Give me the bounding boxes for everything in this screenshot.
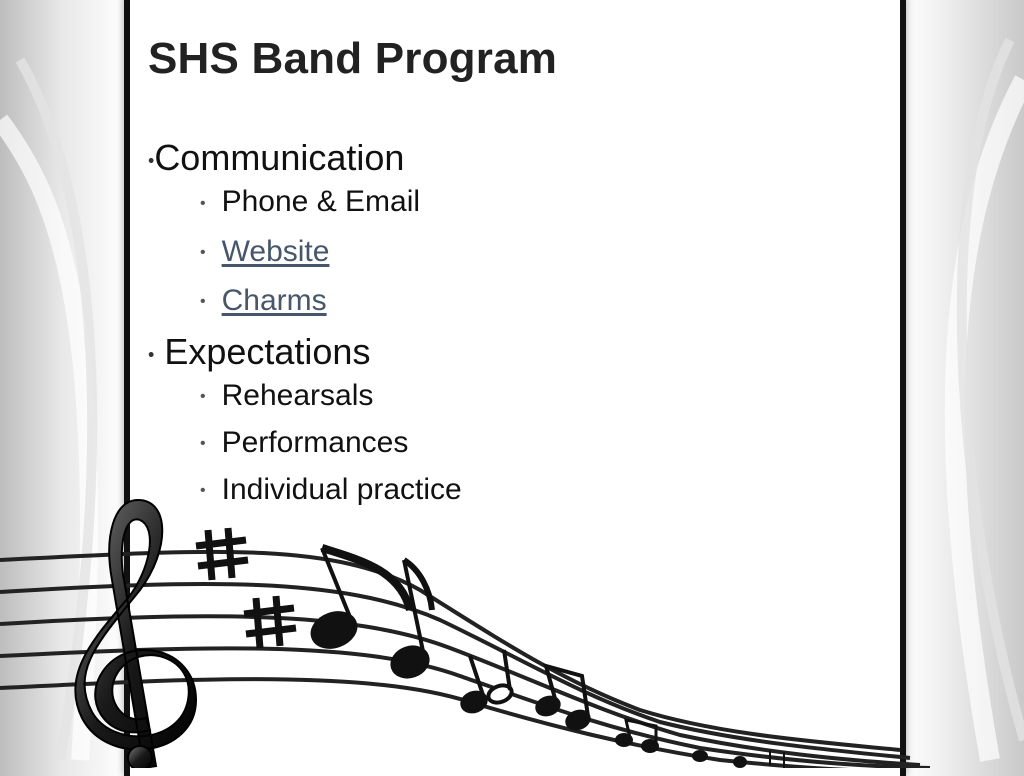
list-item bbox=[200, 425, 868, 462]
list-item bbox=[200, 184, 868, 221]
list-item-label: Phone & Email bbox=[221, 185, 421, 219]
website-link[interactable]: Website bbox=[221, 234, 330, 268]
bullet-list bbox=[148, 138, 868, 521]
sub-list bbox=[148, 184, 868, 319]
music-staff-decoration bbox=[0, 480, 1024, 768]
list-item bbox=[200, 378, 868, 415]
list-item-communication bbox=[148, 138, 868, 320]
treble-clef-icon bbox=[75, 500, 196, 768]
list-item-label: Individual practice bbox=[221, 473, 462, 507]
bullet-icon: • bbox=[200, 292, 206, 310]
slide-title: SHS Band Program bbox=[148, 34, 558, 83]
charms-link[interactable]: Charms bbox=[221, 283, 327, 317]
bullet-icon: • bbox=[148, 150, 155, 171]
bullet-icon: • bbox=[200, 194, 206, 212]
bullet-icon: • bbox=[200, 388, 206, 406]
bullet-icon: • bbox=[200, 435, 206, 453]
list-item-label: Expectations bbox=[164, 330, 371, 372]
bullet-icon: • bbox=[200, 243, 206, 261]
bullet-icon: • bbox=[200, 482, 206, 500]
list-item bbox=[200, 283, 868, 320]
list-item-label: Communication bbox=[154, 137, 405, 178]
list-item-label: Rehearsals bbox=[221, 379, 374, 413]
bullet-icon: • bbox=[148, 344, 155, 365]
list-item-label: Performances bbox=[221, 426, 409, 460]
list-item bbox=[200, 234, 868, 271]
